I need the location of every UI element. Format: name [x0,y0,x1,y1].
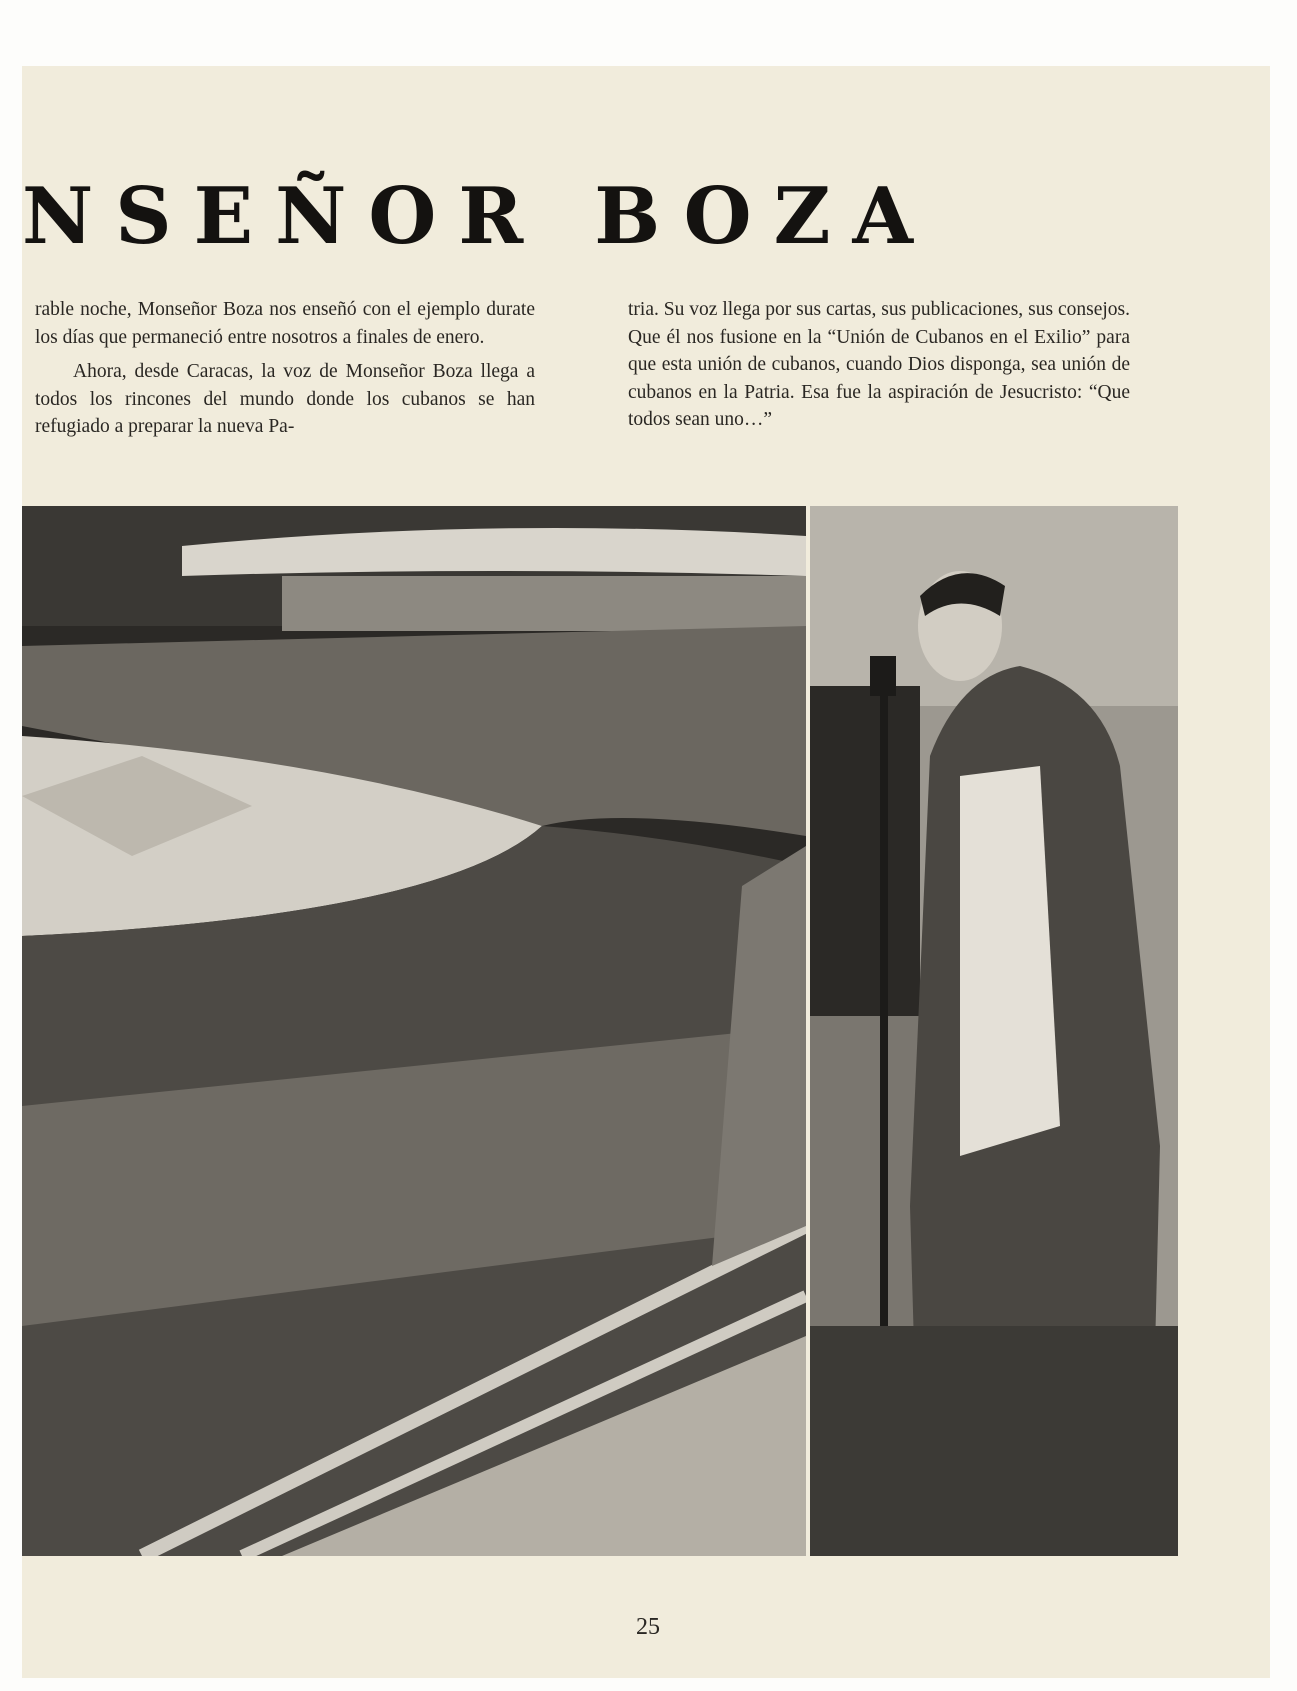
article-heading: NSEÑOR BOZA [22,171,936,262]
text-column-left [35,296,535,448]
paragraph: tria. Su voz llega por sus cartas, sus publicaciones, sus consejos. Que él nos fusione en la “Unión de Cubanos en el Exilio” para que esta unión de cubanos, cuando Dios disponga, sea unión de cubanos en la Patria. Esa fue la aspiración de Jesucristo: “Que todos sean uno…” [628,299,1130,430]
paragraph: rable noche, Monseñor Boza nos enseñó con el ejemplo durate los días que permaneció entre nosotros a finales de enero. [35,299,535,348]
stadium-crowd-photo [22,506,806,1556]
page-number: 25 [636,1614,660,1640]
text-column-right [628,296,1130,441]
paragraph: Ahora, desde Caracas, la voz de Monseñor Boza llega a todos los rincones del mundo donde los cubanos se han refugiado a preparar la nueva Pa- [35,361,535,437]
bishop-speaking-photo [810,506,1178,1556]
